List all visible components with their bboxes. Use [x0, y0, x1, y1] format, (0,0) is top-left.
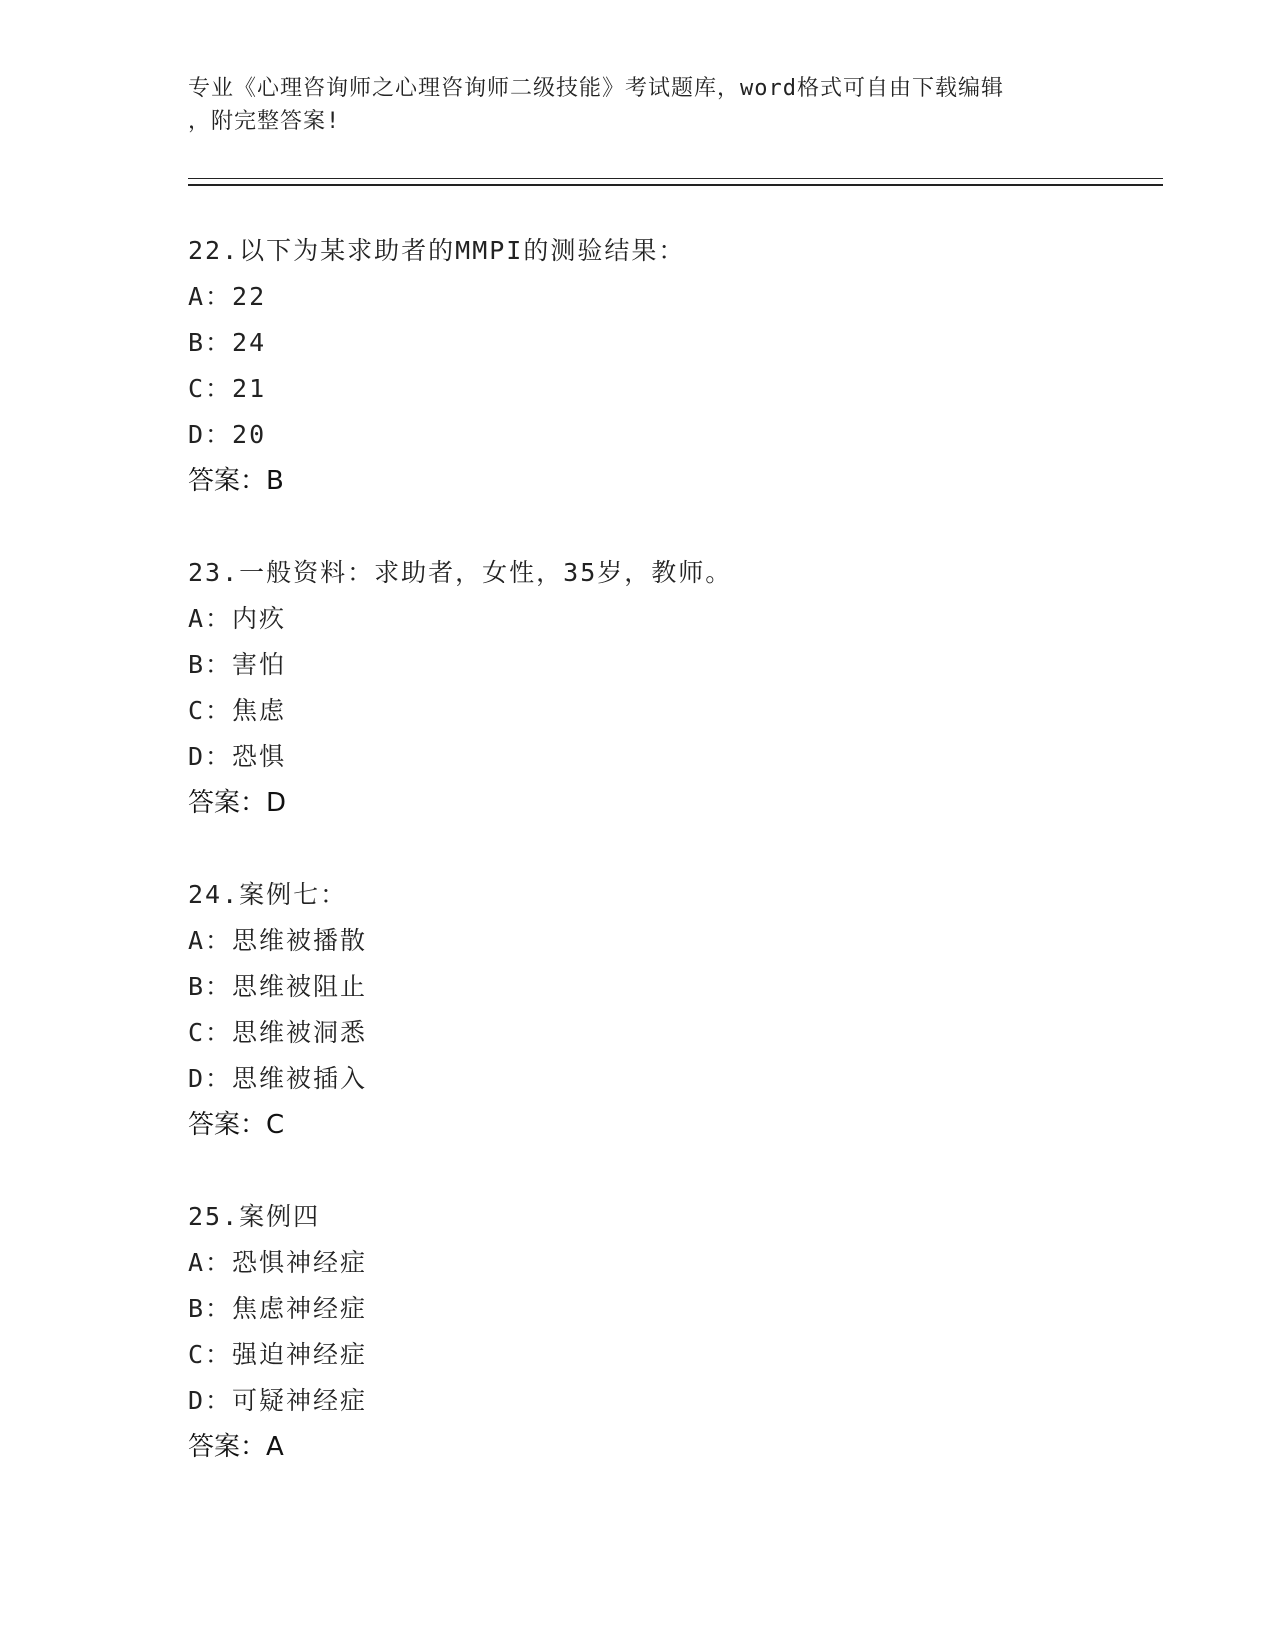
question-stem: 24.案例七： [188, 880, 348, 909]
option-b: B：焦虑神经症 [188, 1294, 368, 1323]
answer-line: 答案：C [188, 1110, 285, 1140]
question-24 [188, 872, 1088, 1148]
option-b: B：24 [188, 328, 267, 357]
option-c: C：强迫神经症 [188, 1340, 368, 1369]
option-d: D：思维被插入 [188, 1064, 368, 1093]
option-b: B：害怕 [188, 650, 287, 679]
header-line-1: 专业《心理咨询师之心理咨询师二级技能》考试题库，word格式可自由下载编辑 [188, 76, 1004, 101]
document-header [188, 72, 1088, 138]
option-d: D：20 [188, 420, 267, 449]
option-b: B：思维被阻止 [188, 972, 368, 1001]
header-line-2: ，附完整答案! [188, 109, 341, 134]
answer-line: 答案：A [188, 1432, 284, 1462]
question-23 [188, 550, 1088, 826]
header-divider [188, 178, 1163, 186]
option-a: A：思维被播散 [188, 926, 368, 955]
option-c: C：21 [188, 374, 267, 403]
question-stem: 25.案例四 [188, 1202, 321, 1231]
option-c: C：焦虑 [188, 696, 287, 725]
question-22 [188, 228, 1088, 504]
option-a: A：内疚 [188, 604, 287, 633]
option-c: C：思维被洞悉 [188, 1018, 368, 1047]
option-a: A：恐惧神经症 [188, 1248, 368, 1277]
option-d: D：恐惧 [188, 742, 287, 771]
question-stem: 22.以下为某求助者的MMPI的测验结果： [188, 236, 686, 265]
answer-line: 答案：B [188, 466, 284, 496]
question-25 [188, 1194, 1088, 1470]
option-d: D：可疑神经症 [188, 1386, 368, 1415]
answer-line: 答案：D [188, 788, 287, 818]
option-a: A：22 [188, 282, 267, 311]
question-stem: 23.一般资料：求助者，女性，35岁，教师。 [188, 558, 733, 587]
